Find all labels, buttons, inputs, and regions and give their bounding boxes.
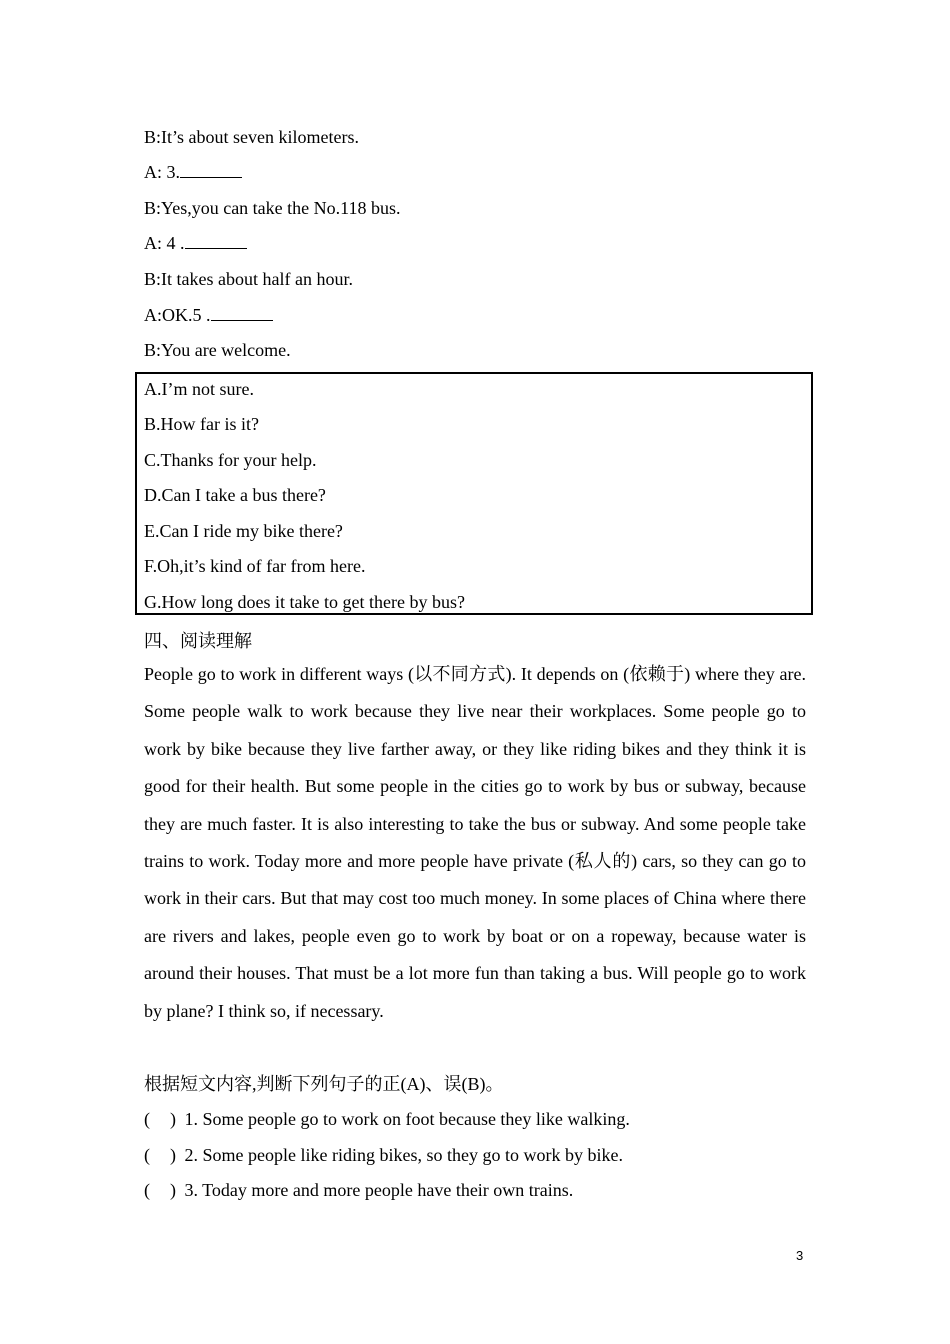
dialogue-text: A:OK.5 . (144, 305, 211, 325)
dialogue-line (144, 232, 247, 254)
dialogue-line (144, 304, 273, 326)
answer-paren[interactable]: ( ) (144, 1145, 176, 1165)
option-item: A.I’m not sure. (144, 379, 254, 399)
option-item: D.Can I take a bus there? (144, 485, 326, 505)
question-text: 3. Today more and more people have their own trains. (184, 1180, 574, 1200)
page-number: 3 (796, 1248, 804, 1263)
answer-blank-3[interactable] (180, 163, 242, 178)
dialogue-text: A: 4 . (144, 233, 185, 253)
reading-passage (144, 656, 806, 1030)
dialogue-line (144, 339, 291, 361)
question-item (144, 1144, 623, 1166)
dialogue-text: B:Yes,you can take the No.118 bus. (144, 198, 401, 218)
passage-text: People go to work in different ways (以不同方式). It depends on (依赖于) where they are. Some people walk to work because they live near their workplaces. Some people go to work by bike because they live farther away, or they like riding bikes and they think it is good for their health. But some people in the cities go to work by bus or subway, because they are much faster. It is also interesting to take the bus or subway. And some people take trains to work. Today more and more people have private (私人的) cars, so they can go to work in their cars. But that may cost too much money. In some places of China where there are rivers and lakes, people even go to work by boat or on a ropeway, because water is around their houses. That must be a lot more fun than taking a bus. Will people go to work by plane? I think so, if necessary. (144, 664, 806, 1021)
option-item: G.How long does it take to get there by bus? (144, 592, 465, 612)
option-item: B.How far is it? (144, 414, 259, 434)
dialogue-text: B:You are welcome. (144, 340, 291, 360)
answer-blank-4[interactable] (185, 234, 247, 249)
option-item: E.Can I ride my bike there? (144, 521, 343, 541)
option-item: C.Thanks for your help. (144, 450, 317, 470)
answer-blank-5[interactable] (211, 306, 273, 321)
dialogue-line (144, 268, 353, 290)
dialogue-line (144, 197, 400, 219)
dialogue-text: A: 3. (144, 162, 180, 182)
answer-paren[interactable]: ( ) (144, 1180, 176, 1200)
question-item (144, 1179, 573, 1201)
question-text: 2. Some people like riding bikes, so they go to work by bike. (184, 1145, 623, 1165)
question-item (144, 1108, 630, 1130)
dialogue-text: B:It’s about seven kilometers. (144, 127, 359, 147)
instruction: 根据短文内容,判断下列句子的正(A)、误(B)。 (144, 1074, 504, 1094)
option-item: F.Oh,it’s kind of far from here. (144, 556, 366, 576)
dialogue-line (144, 126, 359, 148)
section-title: 四、阅读理解 (144, 631, 252, 651)
question-text: 1. Some people go to work on foot because they like walking. (184, 1109, 630, 1129)
dialogue-line (144, 161, 242, 183)
dialogue-text: B:It takes about half an hour. (144, 269, 353, 289)
answer-paren[interactable]: ( ) (144, 1109, 176, 1129)
